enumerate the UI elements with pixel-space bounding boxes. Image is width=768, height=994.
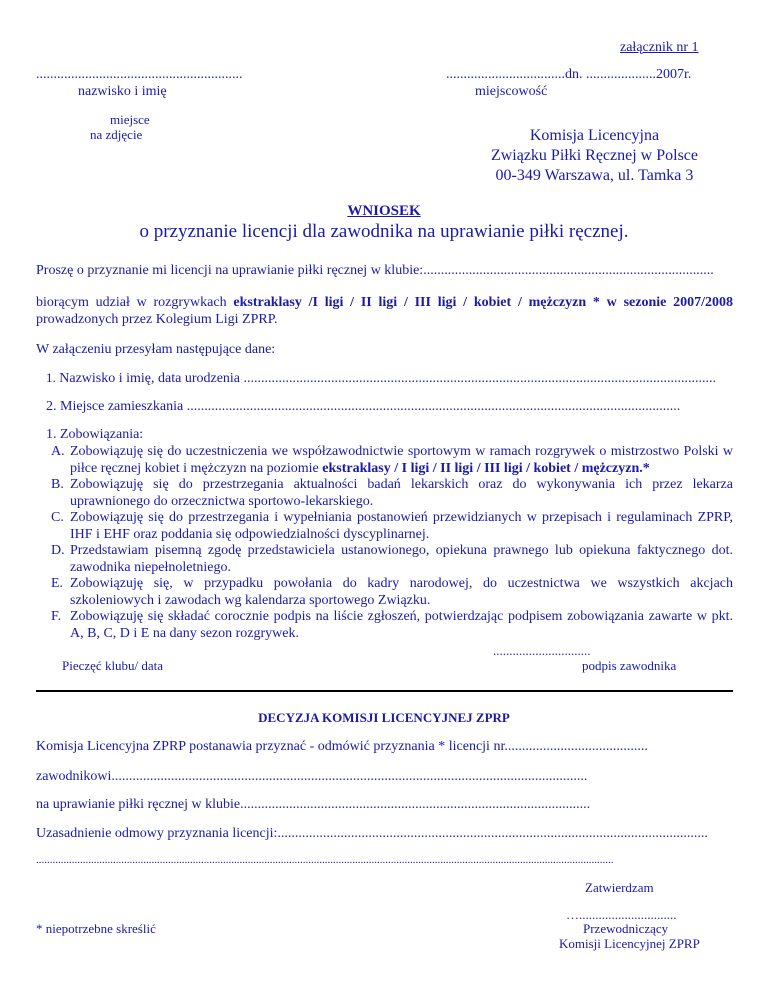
obligation-e-label: E. bbox=[51, 576, 64, 591]
request-line: Proszę o przyznanie mi licencji na uprawianie piłki ręcznej w klubie:................................................................................... bbox=[36, 263, 714, 278]
attach-intro: W załączeniu przesyłam następujące dane: bbox=[36, 342, 276, 357]
decision-title: DECYZJA KOMISJI LICENCYJNEJ ZPRP bbox=[258, 710, 510, 725]
obligation-e-text: Zobowiązuję się, w przypadku powołania do kadry narodowej, do uczestnictwa we wszystkich akcjach szkoleniowych i zawodach wg kalendarza sportowego Związku. bbox=[70, 576, 733, 608]
addressee-line-2: Związku Piłki Ręcznej w Polsce bbox=[490, 147, 698, 164]
obligation-b-label: B. bbox=[51, 477, 64, 492]
title-block bbox=[0, 203, 768, 243]
player-signature-label: podpis zawodnika bbox=[582, 658, 677, 673]
obligation-a-text: Zobowiązuję się do uczestniczenia we współzawodnictwie sportowym w ramach rozgrywek o mistrzostwo Polski w piłce ręcznej kobiet i mężczyzn na poziomie bbox=[70, 444, 733, 476]
obligation-c-label: C. bbox=[51, 510, 64, 525]
obligation-d-text: Przedstawiam pisemną zgodę przedstawiciela ustanowionego, opiekuna prawnego lub opiekuna faktycznego dot. zawodnika niepełnoletniego. bbox=[70, 543, 733, 575]
obligation-a-label: A. bbox=[51, 444, 65, 459]
addressee-line-3: 00-349 Warszawa, ul. Tamka 3 bbox=[495, 167, 694, 184]
obligation-d bbox=[51, 543, 733, 576]
obligation-c-text: Zobowiązuję się do przestrzegania i wypełniania postanowień przewidzianych w przepisach i regulaminach ZPRP, IHF i EHF oraz poddania się odpowiedzialności dyscyplinarnej. bbox=[70, 510, 733, 542]
obligation-a-bold: ekstraklasy / I ligi / II ligi / III ligi / kobiet / mężczyzn.* bbox=[322, 460, 650, 476]
decision-line-4: Uzasadnienie odmowy przyznania licencji:........................................................................................................................... bbox=[36, 826, 708, 841]
decision-line-5: .................................................................................................................................................................................................................. bbox=[36, 854, 614, 866]
place-date-line: ..................................dn. ....................2007r. bbox=[446, 67, 692, 82]
name-label: nazwisko i imię bbox=[78, 84, 167, 99]
decision-line-2: zawodnikowi........................................................................................................................................ bbox=[36, 769, 588, 784]
decision-line-1: Komisja Licencyjna ZPRP postanawia przyznać - odmówić przyznania * licencji nr......................................... bbox=[36, 739, 648, 754]
obligation-f bbox=[51, 609, 733, 642]
obligation-d-label: D. bbox=[51, 543, 65, 558]
league-paragraph bbox=[36, 294, 733, 328]
attach-item-1 bbox=[46, 370, 716, 387]
obligation-f-text: Zobowiązuję się składać corocznie podpis na liście zgłoszeń, potwierdzając podpisem zobowiązania zawarte w pkt. A, B, C, D i E na dany sezon rozgrywek. bbox=[70, 609, 733, 641]
photo-label-1: miejsce bbox=[110, 112, 150, 127]
decision-line-3: na uprawianie piłki ręcznej w klubie.................................................................................................... bbox=[36, 797, 591, 812]
addressee bbox=[491, 126, 698, 186]
obligation-b bbox=[51, 477, 733, 510]
obligation-c bbox=[51, 510, 733, 543]
attach-item-2 bbox=[46, 399, 680, 415]
league-post: prowadzonych przez Kolegium Ligi ZPRP. bbox=[36, 312, 278, 327]
attach-item-2-text: Miejsce zamieszkania ............................................................................................................................................. bbox=[60, 399, 681, 414]
player-signature-dots: .............................. bbox=[493, 643, 591, 658]
attach-item-1-num: 1. bbox=[46, 370, 56, 385]
place-label: miejscowość bbox=[475, 84, 548, 99]
page-subtitle: o przyznanie licencji dla zawodnika na uprawianie piłki ręcznej. bbox=[139, 221, 629, 242]
obligation-b-text: Zobowiązuję się do przestrzegania aktualności badań lekarskich oraz do wykonywania ich przez lekarza uprawnionego do orzecznictwa sportowo-lekarskiego. bbox=[70, 477, 733, 509]
photo-label-2: na zdjęcie bbox=[90, 127, 143, 142]
page-title: WNIOSEK bbox=[347, 203, 421, 219]
addressee-line-1: Komisja Licencyjna bbox=[529, 127, 660, 144]
chair-title: Przewodniczący bbox=[583, 921, 669, 936]
obligation-e bbox=[51, 576, 733, 609]
obligation-f-label: F. bbox=[51, 609, 62, 624]
obligation-a bbox=[51, 444, 733, 477]
approve-label: Zatwierdzam bbox=[585, 880, 654, 895]
club-stamp-label: Pieczęć klubu/ data bbox=[62, 658, 164, 673]
section-divider bbox=[36, 690, 733, 692]
obligations-title: 1. Zobowiązania: bbox=[46, 427, 144, 442]
attach-item-1-text: Nazwisko i imię, data urodzenia ....................................................................................................................................... bbox=[59, 371, 717, 386]
league-bold: ekstraklasy /I ligi / II ligi / III ligi / kobiet / mężczyzn * w sezonie 2007/2008 bbox=[233, 295, 734, 310]
attach-item-2-num: 2. bbox=[46, 399, 57, 414]
attachment-label: załącznik nr 1 bbox=[620, 40, 699, 55]
league-pre: biorącym udział w rozgrywkach bbox=[36, 295, 234, 310]
name-dots: ........................................................... bbox=[36, 67, 243, 82]
chair-body: Komisji Licencyjnej ZPRP bbox=[559, 936, 700, 951]
footnote: * niepotrzebne skreślić bbox=[36, 921, 156, 936]
chair-signature-dots: ….............................. bbox=[566, 907, 677, 922]
